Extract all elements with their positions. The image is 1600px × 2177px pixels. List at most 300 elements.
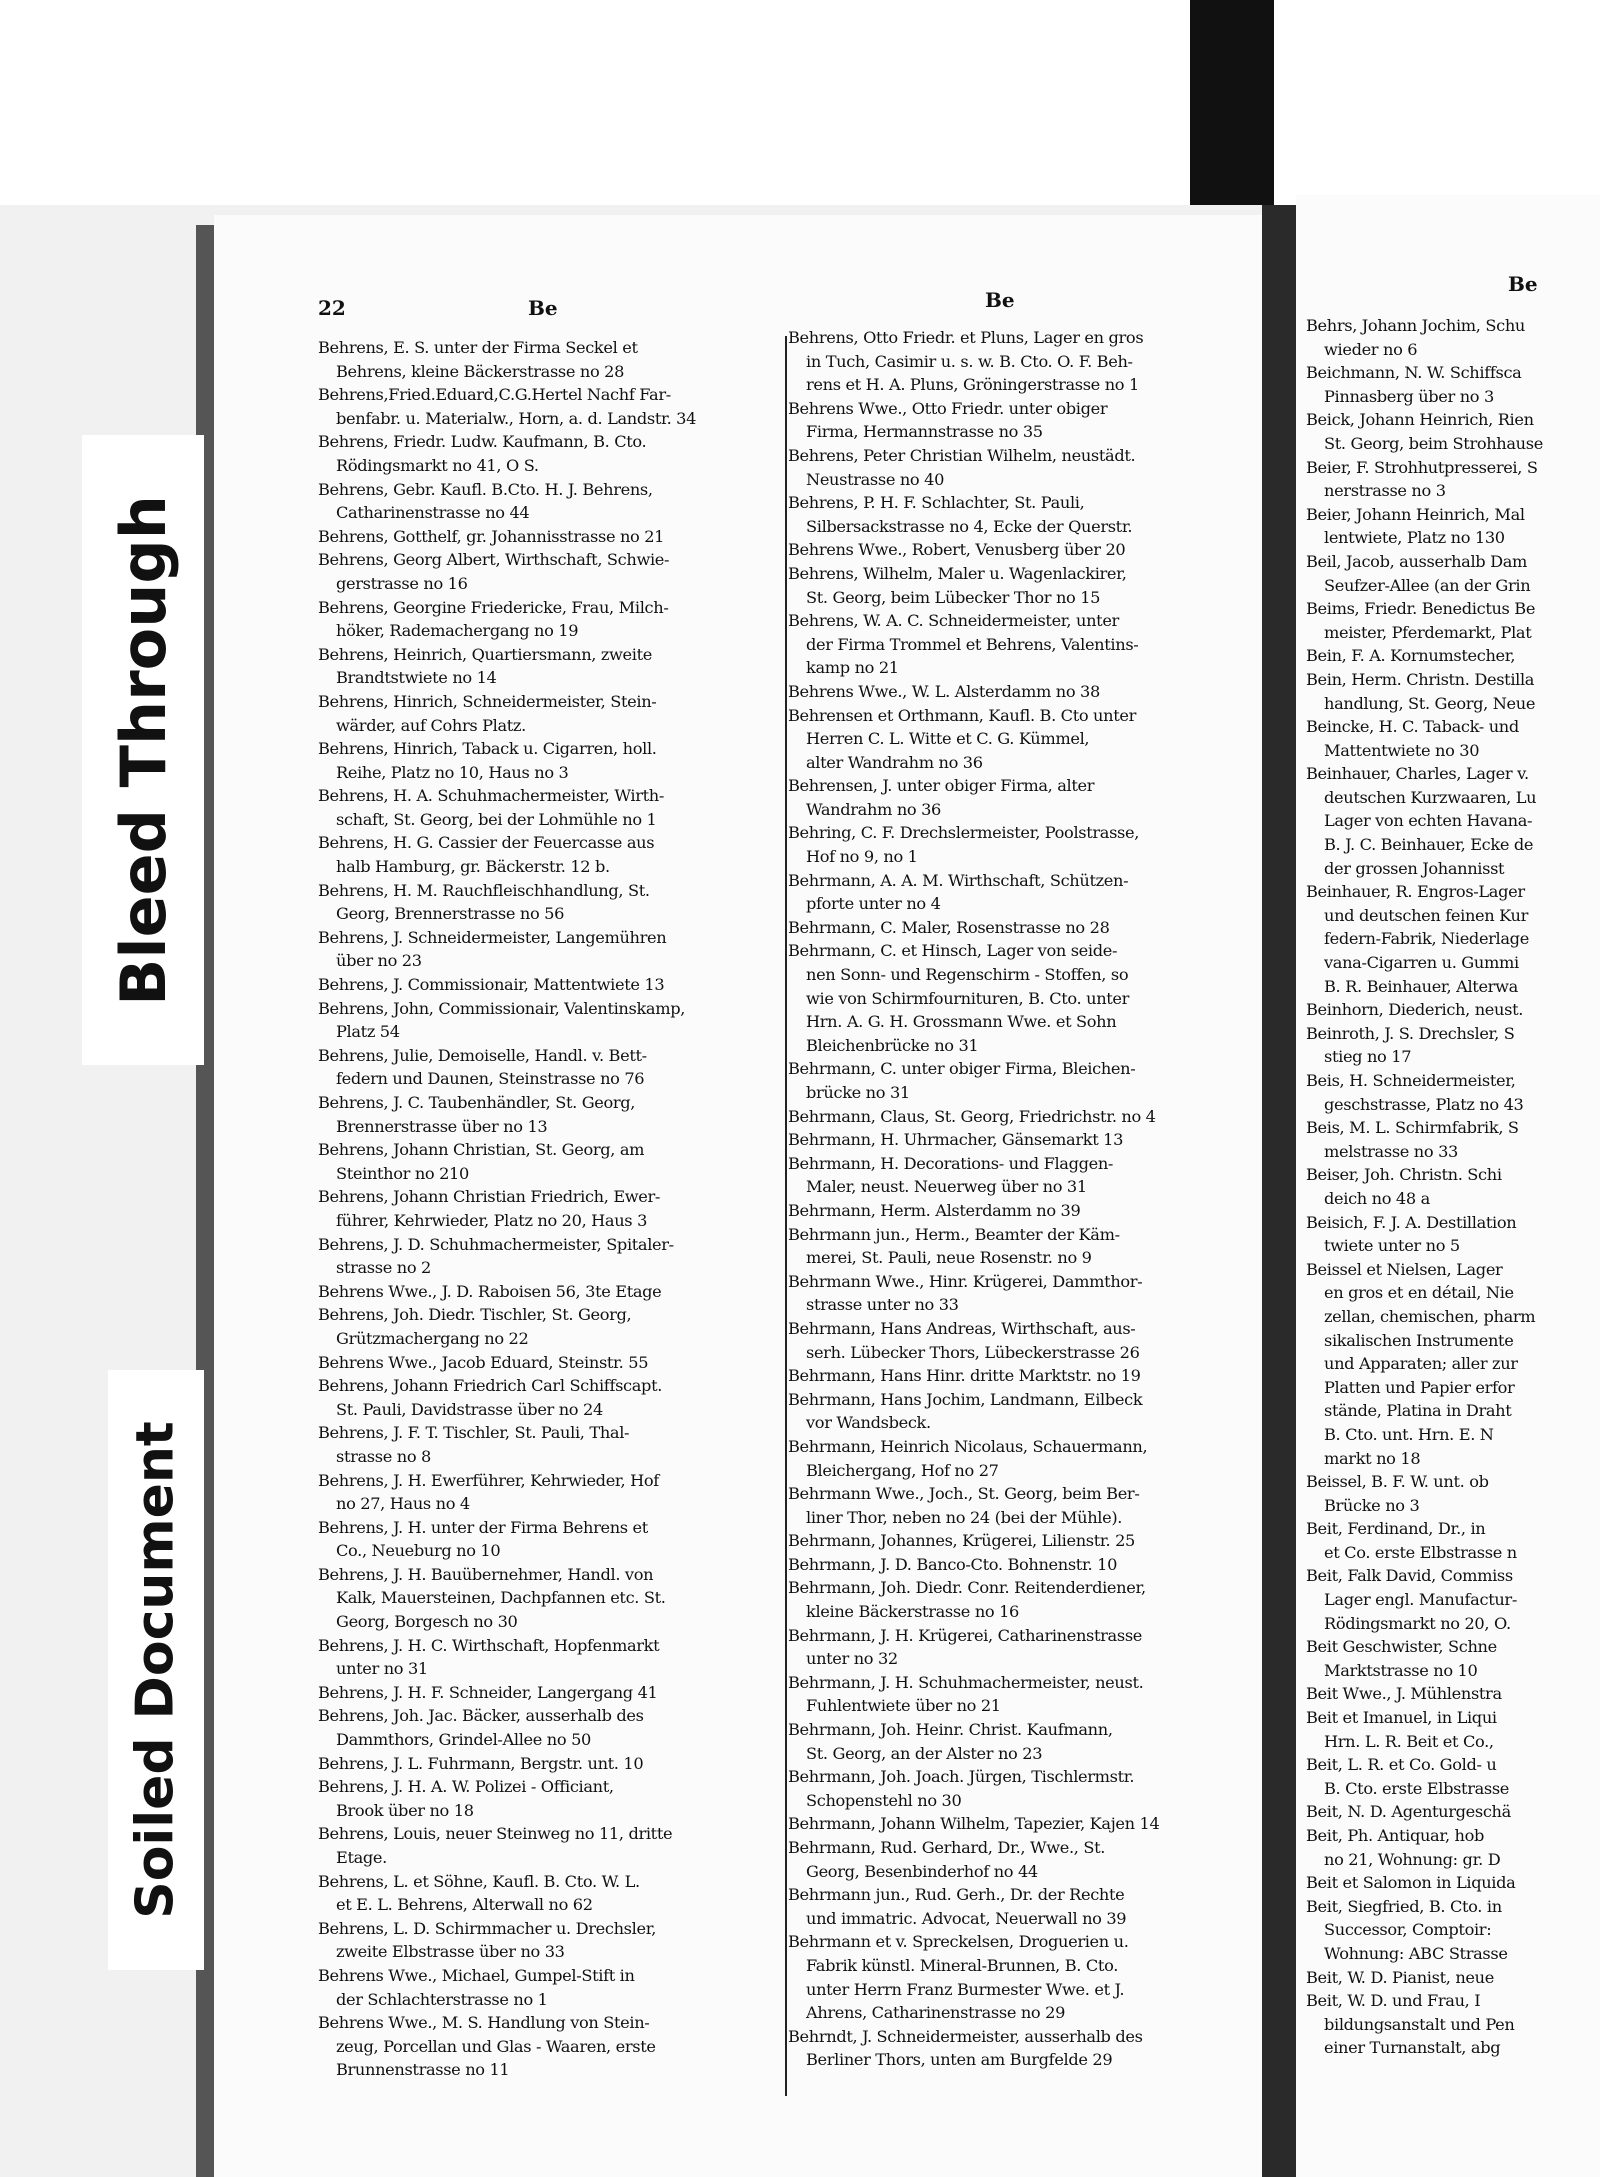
directory-entry [318,737,778,784]
entry-line: Beit, W. D. Pianist, neue [1306,1967,1494,1987]
entry-continuation: und deutschen feinen Kur [1324,905,1529,925]
scan-background [0,0,1600,205]
entry-line: Behrens Wwe., Otto Friedr. unter obiger [788,398,1108,418]
directory-entry [318,643,778,690]
entry-continuation: markt no 18 [1324,1448,1421,1468]
directory-column-left [318,336,778,2096]
entry-continuation: deutschen Kurzwaaren, Lu [1324,787,1537,807]
directory-entry [318,1374,778,1421]
entry-continuation: St. Georg, an der Alster no 23 [806,1743,1043,1763]
entry-continuation: meister, Pferdemarkt, Plat [1324,622,1532,642]
directory-entry [788,939,1258,1057]
entry-continuation: Rödingsmarkt no 20, O. [1324,1613,1511,1633]
header-left: Be [528,296,558,320]
directory-entry [318,1351,778,1375]
entry-line: Beit Wwe., J. Mühlenstra [1306,1684,1502,1704]
directory-entry [788,538,1258,562]
directory-entry [1306,597,1600,644]
directory-entry [318,2011,778,2082]
entry-continuation: unter Herrn Franz Burmester Wwe. et J. [806,1979,1125,1999]
entry-line: Behrens, Hinrich, Schneidermeister, Stein- [318,691,657,711]
directory-entry [788,1624,1258,1671]
entry-line: Behrmann, Claus, St. Georg, Friedrichstr. no 4 [788,1106,1156,1126]
entry-line: Behrens, John, Commissionair, Valentinskamp, [318,998,686,1018]
entry-line: Behrens, Georgine Friedericke, Frau, Milch- [318,597,669,617]
entry-continuation: pforte unter no 4 [806,894,941,914]
entry-continuation: in Tuch, Casimir u. s. w. B. Cto. O. F. Beh- [806,351,1133,371]
directory-entry [318,383,778,430]
entry-line: Behrmann, Johannes, Krügerei, Lilienstr. 25 [788,1531,1136,1551]
entry-line: Behrens, J. H. unter der Firma Behrens et [318,1517,648,1537]
directory-entry [318,1303,778,1350]
entry-line: Behrens, Johann Christian Friedrich, Ewer- [318,1187,661,1207]
directory-entry [788,1317,1258,1364]
directory-entry [1306,1163,1600,1210]
entry-continuation: der Schlachterstrasse no 1 [336,1989,548,2009]
entry-continuation: handlung, St. Georg, Neue [1324,693,1536,713]
entry-continuation: Berliner Thors, unten am Burgfelde 29 [806,2050,1113,2070]
entry-line: Beissel et Nielsen, Lager [1306,1259,1503,1279]
directory-column-next-page [1306,314,1600,2114]
entry-line: Behrmann, Joh. Heinr. Christ. Kaufmann, [788,1720,1113,1740]
entry-line: Behrmann, J. D. Banco-Cto. Bohnenstr. 10 [788,1554,1118,1574]
entry-continuation: strasse unter no 33 [806,1295,959,1315]
entry-continuation: Hrn. A. G. H. Grossmann Wwe. et Sohn [806,1012,1117,1032]
entry-continuation: Neustrasse no 40 [806,469,945,489]
directory-entry [1306,1211,1600,1258]
entry-line: Behrensen et Orthmann, Kaufl. B. Cto unter [788,705,1136,725]
entry-line: Behrens, Johann Friedrich Carl Schiffscapt. [318,1376,663,1396]
directory-entry [1306,456,1600,503]
directory-entry [788,1128,1258,1152]
entry-continuation: federn-Fabrik, Niederlage [1324,929,1529,949]
directory-entry [318,1917,778,1964]
directory-entry [1306,1871,1600,1895]
entry-continuation: unter no 32 [806,1649,898,1669]
directory-entry [1306,1753,1600,1800]
entry-line: Behrens, J. D. Schuhmachermeister, Spitaler- [318,1234,674,1254]
entry-line: Behrs, Johann Jochim, Schu [1306,316,1525,335]
entry-line: Behrens Wwe., J. D. Raboisen 56, 3te Etage [318,1281,662,1301]
gutter [1262,205,1296,2177]
entry-continuation: Wohnung: ABC Strasse [1324,1943,1508,1963]
entry-continuation: der Firma Trommel et Behrens, Valentins- [806,634,1139,654]
entry-continuation: geschstrasse, Platz no 43 [1324,1094,1524,1114]
directory-entry [1306,1682,1600,1706]
directory-entry [318,997,778,1044]
entry-continuation: wieder no 6 [1324,339,1418,359]
directory-entry [1306,361,1600,408]
entry-line: Beissel, B. F. W. unt. ob [1306,1472,1489,1492]
directory-entry [1306,998,1600,1022]
directory-entry [1306,314,1600,361]
directory-entry [1306,1258,1600,1470]
entry-line: Behrmann, J. H. Schuhmachermeister, neust. [788,1672,1144,1692]
entry-continuation: Brook über no 18 [336,1800,474,1820]
directory-entry [318,831,778,878]
entry-continuation: Ahrens, Catharinenstrasse no 29 [806,2003,1066,2023]
entry-line: Behrmann, Hans Jochim, Landmann, Eilbeck [788,1389,1143,1409]
entry-continuation: vana-Cigarren u. Gummi [1324,953,1519,973]
entry-continuation: höker, Rademachergang no 19 [336,621,579,641]
directory-entry [788,609,1258,680]
entry-continuation: Brücke no 3 [1324,1495,1420,1515]
entry-continuation: Rödingsmarkt no 41, O S. [336,455,539,475]
directory-entry [788,1765,1258,1812]
entry-line: Behrens,Fried.Eduard,C.G.Hertel Nachf Far- [318,385,671,405]
directory-entry [788,916,1258,940]
entry-continuation: Lager von echten Havana- [1324,811,1533,831]
directory-entry [788,491,1258,538]
entry-line: Behrens, Peter Christian Wilhelm, neustädt. [788,445,1136,465]
entry-continuation: strasse no 8 [336,1446,431,1466]
entry-line: Bein, F. A. Kornumstecher, [1306,646,1516,666]
directory-entry [788,869,1258,916]
entry-continuation: gerstrasse no 16 [336,573,468,593]
entry-line: Beit, N. D. Agenturgeschä [1306,1802,1511,1822]
entry-continuation: Kalk, Mauersteinen, Dachpfannen etc. St. [336,1588,666,1608]
directory-entry [318,1822,778,1869]
directory-entry [788,397,1258,444]
directory-entry [1306,1635,1600,1682]
directory-entry [318,596,778,643]
directory-entry [788,821,1258,868]
directory-entry [788,1836,1258,1883]
entry-line: Behrens, Friedr. Ludw. Kaufmann, B. Cto. [318,432,647,452]
entry-continuation: strasse no 2 [336,1258,431,1278]
header-right: Be [985,288,1015,312]
entry-line: Behrens, Wilhelm, Maler u. Wagenlackirer, [788,563,1127,583]
entry-continuation: Maler, neust. Neuerweg über no 31 [806,1177,1087,1197]
entry-continuation: B. Cto. unt. Hrn. E. N [1324,1424,1494,1444]
directory-entry [318,1280,778,1304]
entry-continuation: brücke no 31 [806,1083,910,1102]
entry-line: Beiser, Joh. Christn. Schi [1306,1165,1502,1185]
entry-continuation: Successor, Comptoir: [1324,1920,1492,1940]
entry-continuation: merei, St. Pauli, neue Rosenstr. no 9 [806,1248,1092,1268]
entry-line: Behrens, E. S. unter der Firma Seckel et [318,338,638,357]
entry-continuation: Hrn. L. R. Beit et Co., [1324,1731,1494,1751]
directory-entry [788,1883,1258,1930]
directory-entry [318,525,778,549]
entry-line: Behrmann, Joh. Joach. Jürgen, Tischlermstr. [788,1767,1135,1787]
directory-entry [318,336,778,383]
entry-line: Behring, C. F. Drechslermeister, Poolstrasse, [788,823,1140,843]
entry-line: Beit, Falk David, Commiss [1306,1566,1513,1586]
entry-continuation: et Co. erste Elbstrasse n [1324,1542,1517,1562]
entry-line: Beims, Friedr. Benedictus Be [1306,599,1536,619]
entry-continuation: Platz 54 [336,1022,400,1042]
entry-line: Behrens Wwe., Jacob Eduard, Steinstr. 55 [318,1352,649,1372]
directory-entry [318,1775,778,1822]
directory-entry [318,1469,778,1516]
entry-continuation: liner Thor, neben no 24 (bei der Mühle). [806,1507,1123,1527]
entry-line: Behrmann, C. unter obiger Firma, Bleichen- [788,1059,1136,1079]
entry-continuation: Wandrahm no 36 [806,799,941,819]
directory-entry [318,1185,778,1232]
directory-entry [318,926,778,973]
entry-continuation: Lager engl. Manufactur- [1324,1590,1517,1610]
entry-line: Beit, W. D. und Frau, I [1306,1991,1481,2011]
entry-continuation: führer, Kehrwieder, Platz no 20, Haus 3 [336,1210,648,1230]
entry-continuation: schaft, St. Georg, bei der Lohmühle no 1 [336,809,657,829]
entry-line: Behrmann, Johann Wilhelm, Tapezier, Kajen 14 [788,1814,1160,1834]
entry-continuation: zellan, chemischen, pharm [1324,1306,1536,1326]
entry-continuation: Bleichenbrücke no 31 [806,1035,979,1055]
entry-continuation: melstrasse no 33 [1324,1141,1458,1161]
entry-continuation: rens et H. A. Pluns, Gröningerstrasse no 1 [806,375,1139,395]
entry-continuation: federn und Daunen, Steinstrasse no 76 [336,1069,645,1089]
directory-entry [788,774,1258,821]
entry-line: Behrens, Johann Christian, St. Georg, am [318,1140,645,1160]
entry-continuation: Etage. [336,1848,387,1867]
directory-entry [788,1529,1258,1553]
entry-continuation: Platten und Papier erfor [1324,1377,1515,1397]
entry-line: Beit, Ph. Antiquar, hob [1306,1826,1485,1845]
directory-entry [318,1964,778,2011]
entry-line: Behrens, J. Schneidermeister, Langemühren [318,927,667,947]
entry-continuation: Brandtstwiete no 14 [336,668,497,688]
directory-entry [1306,1824,1600,1871]
entry-line: Behrens, P. H. F. Schlachter, St. Pauli, [788,493,1085,513]
directory-entry [318,478,778,525]
directory-entry [788,1199,1258,1223]
directory-entry [318,1752,778,1776]
directory-entry [1306,1895,1600,1966]
entry-line: Behrmann, Heinrich Nicolaus, Schauermann, [788,1436,1148,1456]
directory-entry [1306,1069,1600,1116]
entry-line: Beit Geschwister, Schne [1306,1637,1497,1657]
entry-continuation: benfabr. u. Materialw., Horn, a. d. Landstr. 34 [336,408,697,428]
entry-continuation: Fuhlentwiete über no 21 [806,1696,1001,1716]
directory-entry [1306,1470,1600,1517]
entry-line: Behrens Wwe., M. S. Handlung von Stein- [318,2013,650,2033]
directory-entry [1306,503,1600,550]
entry-line: Beit et Salomon in Liquida [1306,1873,1516,1893]
entry-continuation: und immatric. Advocat, Neuerwall no 39 [806,1908,1127,1928]
entry-continuation: Herren C. L. Witte et C. G. Kümmel, [806,729,1090,749]
directory-entry [788,1576,1258,1623]
entry-line: Behrens, Louis, neuer Steinweg no 11, dritte [318,1824,673,1844]
directory-entry [318,690,778,737]
entry-line: Behrmann, Hans Andreas, Wirthschaft, aus- [788,1318,1136,1338]
entry-line: Behrens, J. F. T. Tischler, St. Pauli, Thal- [318,1423,630,1443]
entry-line: Behrmann, A. A. M. Wirthschaft, Schützen- [788,870,1129,890]
entry-line: Behrens, Joh. Jac. Bäcker, ausserhalb des [318,1706,644,1726]
entry-line: Bein, Herm. Christn. Destilla [1306,669,1535,689]
entry-continuation: Grützmachergang no 22 [336,1328,529,1348]
entry-continuation: St. Pauli, Davidstrasse über no 24 [336,1399,603,1419]
entry-continuation: Reihe, Platz no 10, Haus no 3 [336,762,569,782]
entry-continuation: unter no 31 [336,1659,428,1679]
directory-entry [1306,1966,1600,1990]
entry-line: Beinhauer, R. Engros-Lager [1306,882,1525,902]
directory-entry [788,326,1258,397]
directory-entry [1306,668,1600,715]
entry-continuation: Steinthor no 210 [336,1163,469,1183]
directory-entry [788,2025,1258,2072]
entry-continuation: einer Turnanstalt, abg [1324,2038,1501,2058]
entry-continuation: serh. Lübecker Thors, Lübeckerstrasse 26 [806,1342,1140,1362]
entry-line: Behrens, Heinrich, Quartiersmann, zweite [318,644,652,664]
right-page-header: Be [1508,272,1538,296]
entry-line: Beit et Imanuel, in Liqui [1306,1708,1497,1728]
soiled-document-stamp: Soiled Document [108,1370,204,1970]
directory-entry [788,1388,1258,1435]
entry-line: Beick, Johann Heinrich, Rien [1306,410,1534,430]
entry-line: Behrmann, C. et Hinsch, Lager von seide- [788,941,1118,961]
directory-entry [788,1812,1258,1836]
entry-continuation: Silbersackstrasse no 4, Ecke der Querstr. [806,516,1133,536]
entry-line: Behrmann Wwe., Joch., St. Georg, beim Ber- [788,1484,1140,1504]
directory-entry [318,1044,778,1091]
entry-line: Behrmann, Rud. Gerhard, Dr., Wwe., St. [788,1838,1106,1857]
entry-continuation: Hof no 9, no 1 [806,847,918,867]
entry-continuation: Catharinenstrasse no 44 [336,503,530,523]
entry-continuation: Schopenstehl no 30 [806,1790,962,1810]
entry-line: Behrens, Gebr. Kaufl. B.Cto. H. J. Behrens, [318,479,653,499]
entry-continuation: zweite Elbstrasse über no 33 [336,1942,565,1962]
entry-line: Beincke, H. C. Taback- und [1306,717,1519,737]
directory-entry [318,1233,778,1280]
directory-entry [788,1671,1258,1718]
entry-continuation: Mattentwiete no 30 [1324,740,1480,760]
entry-line: Behrens, H. M. Rauchfleischhandlung, St. [318,880,650,900]
entry-line: Behrens, J. H. F. Schneider, Langergang 41 [318,1682,658,1702]
entry-continuation: zeug, Porcellan und Glas - Waaren, erste [336,2036,656,2056]
entry-line: Behrens, Otto Friedr. et Pluns, Lager en gros [788,328,1144,347]
entry-line: Behrmann, Joh. Diedr. Conr. Reitenderdiener, [788,1578,1146,1598]
directory-entry [788,1057,1258,1104]
directory-entry [318,430,778,477]
directory-entry [318,784,778,831]
entry-line: Behrndt, J. Schneidermeister, ausserhalb des [788,2026,1143,2046]
entry-line: Behrens, J. C. Taubenhändler, St. Georg, [318,1093,636,1112]
directory-entry [1306,1800,1600,1824]
directory-entry [1306,1989,1600,2060]
entry-continuation: über no 23 [336,951,422,971]
entry-line: Beisich, F. J. A. Destillation [1306,1212,1517,1232]
entry-continuation: lentwiete, Platz no 130 [1324,528,1505,548]
entry-line: Behrmann, Herm. Alsterdamm no 39 [788,1200,1081,1220]
entry-line: Beinhorn, Diederich, neust. [1306,1000,1524,1020]
entry-line: Beinhauer, Charles, Lager v. [1306,764,1529,784]
entry-continuation: Firma, Hermannstrasse no 35 [806,422,1043,442]
directory-entry [788,1435,1258,1482]
entry-continuation: Brennerstrasse über no 13 [336,1116,548,1136]
directory-entry [1306,762,1600,880]
directory-entry [318,1870,778,1917]
entry-line: Behrens, J. H. Ewerführer, Kehrwieder, Hof [318,1470,659,1490]
entry-continuation: Georg, Borgesch no 30 [336,1612,518,1632]
directory-entry [788,1718,1258,1765]
entry-line: Behrens, J. Commissionair, Mattentwiete 13 [318,975,665,995]
entry-line: Behrmann Wwe., Hinr. Krügerei, Dammthor- [788,1271,1143,1291]
entry-continuation: kamp no 21 [806,658,899,678]
directory-entry [318,1138,778,1185]
entry-line: Behrmann, C. Maler, Rosenstrasse no 28 [788,917,1110,937]
directory-entry [1306,715,1600,762]
directory-entry [318,1563,778,1634]
directory-entry [318,1634,778,1681]
entry-line: Behrens, L. et Söhne, Kaufl. B. Cto. W. L. [318,1871,640,1891]
entry-line: Behrensen, J. unter obiger Firma, alter [788,776,1095,796]
entry-continuation: sikalischen Instrumente [1324,1330,1514,1350]
entry-line: Beinroth, J. S. Drechsler, S [1306,1023,1515,1043]
directory-entry [1306,1116,1600,1163]
entry-continuation: Georg, Besenbinderhof no 44 [806,1861,1038,1881]
entry-line: Behrens, H. A. Schuhmachermeister, Wirth- [318,786,664,806]
directory-entry [318,879,778,926]
directory-entry [788,1152,1258,1199]
entry-continuation: Fabrik künstl. Mineral-Brunnen, B. Cto. [806,1955,1118,1975]
entry-line: Beis, H. Schneidermeister, [1306,1071,1516,1090]
entry-continuation: Co., Neueburg no 10 [336,1541,501,1561]
directory-entry [318,1421,778,1468]
entry-line: Beier, Johann Heinrich, Mal [1306,504,1525,524]
entry-continuation: en gros et en détail, Nie [1324,1283,1514,1303]
entry-continuation: und Apparaten; aller zur [1324,1354,1518,1374]
directory-entry [1306,550,1600,597]
entry-continuation: bildungsanstalt und Pen [1324,2014,1515,2034]
directory-entry [318,1704,778,1751]
directory-entry [788,1270,1258,1317]
directory-entry [1306,644,1600,668]
entry-line: Behrens, H. G. Cassier der Feuercasse aus [318,833,655,853]
entry-continuation: der grossen Johannisst [1324,858,1505,878]
entry-line: Behrens, Joh. Diedr. Tischler, St. Georg, [318,1305,632,1325]
entry-line: Behrmann, H. Decorations- und Flaggen- [788,1153,1114,1173]
entry-continuation: stände, Platina in Draht [1324,1401,1512,1421]
directory-entry [788,1223,1258,1270]
directory-entry [788,1553,1258,1577]
directory-entry [318,548,778,595]
directory-entry [318,1516,778,1563]
directory-entry [788,704,1258,775]
entry-continuation: Pinnasberg über no 3 [1324,386,1494,406]
entry-continuation: Georg, Brennerstrasse no 56 [336,904,565,924]
directory-entry [1306,880,1600,998]
directory-entry [1306,1564,1600,1635]
directory-entry [318,1681,778,1705]
entry-continuation: B. Cto. erste Elbstrasse [1324,1778,1510,1798]
entry-continuation: Behrens, kleine Bäckerstrasse no 28 [336,361,625,381]
entry-line: Beil, Jacob, ausserhalb Dam [1306,551,1528,571]
entry-line: Beit, Ferdinand, Dr., in [1306,1519,1486,1539]
directory-entry [318,1091,778,1138]
entry-continuation: kleine Bäckerstrasse no 16 [806,1602,1019,1622]
entry-continuation: Marktstrasse no 10 [1324,1660,1478,1680]
entry-line: Behrmann, J. H. Krügerei, Catharinenstrasse [788,1625,1143,1645]
entry-line: Behrmann, Hans Hinr. dritte Marktstr. no 19 [788,1366,1141,1386]
entry-continuation: St. Georg, beim Strohhause [1324,433,1543,453]
directory-entry [788,1105,1258,1129]
entry-line: Beit, L. R. et Co. Gold- u [1306,1755,1497,1775]
bleed-through-stamp: Bleed Through [82,435,204,1065]
entry-line: Behrens, Georg Albert, Wirthschaft, Schwie- [318,550,670,570]
entry-line: Behrmann jun., Rud. Gerh., Dr. der Rechte [788,1885,1125,1905]
page-number: 22 [318,296,346,320]
entry-continuation: no 21, Wohnung: gr. D [1324,1849,1501,1869]
entry-continuation: wie von Schirmfournituren, B. Cto. unter [806,988,1130,1008]
directory-entry [1306,1517,1600,1564]
entry-continuation: B. J. C. Beinhauer, Ecke de [1324,835,1534,855]
directory-entry [1306,408,1600,455]
entry-continuation: nen Sonn- und Regenschirm - Stoffen, so [806,965,1129,985]
entry-continuation: wärder, auf Cohrs Platz. [336,715,526,735]
directory-entry [788,562,1258,609]
entry-continuation: stieg no 17 [1324,1047,1412,1067]
